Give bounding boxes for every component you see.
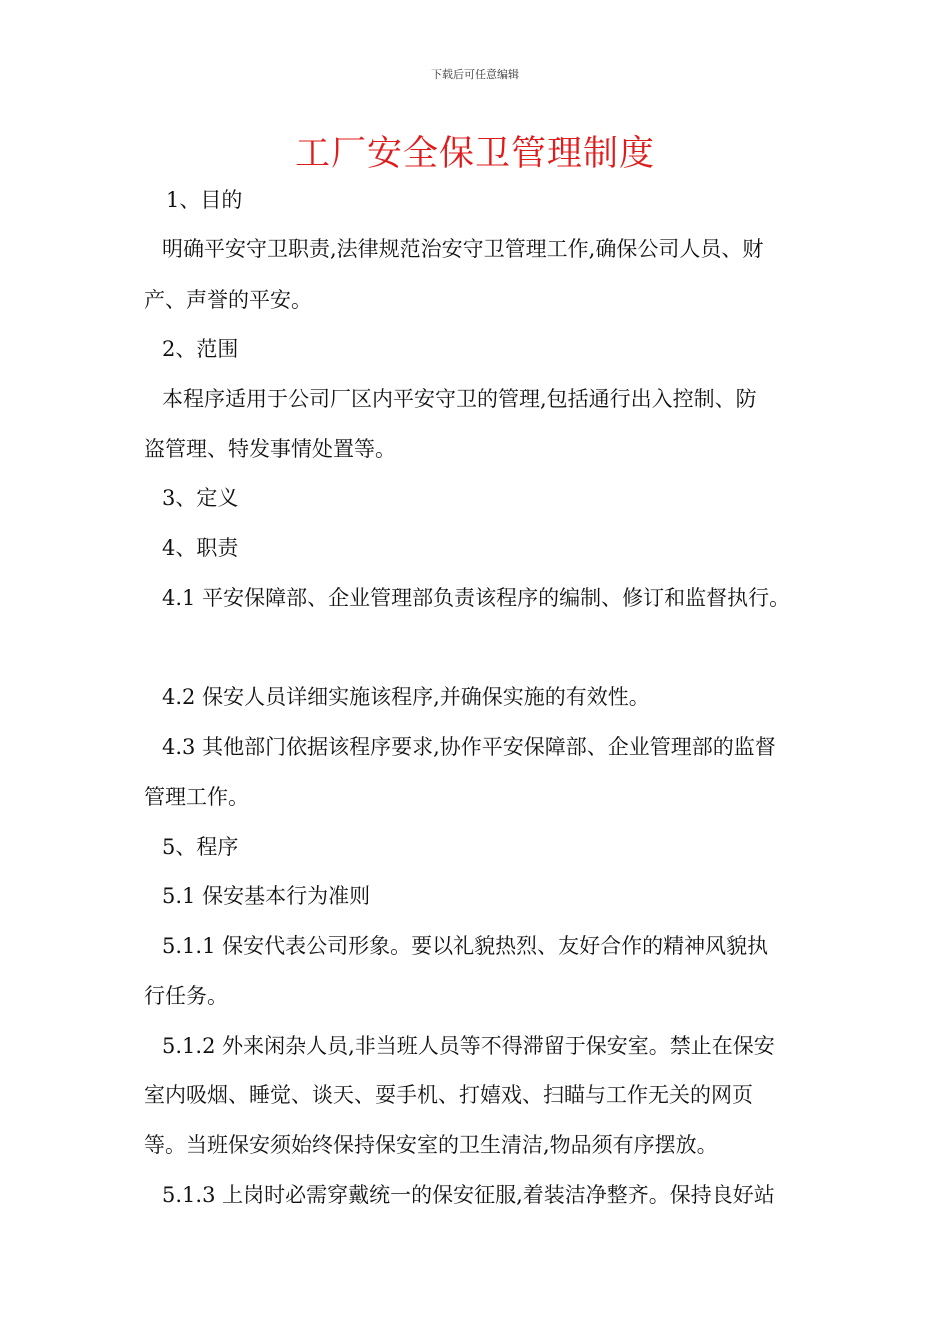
paragraph-line: 等。当班保安须始终保持保安室的卫生清洁,物品须有序摆放。 (144, 1133, 718, 1157)
paragraph-line: 本程序适用于公司厂区内平安守卫的管理,包括通行出入控制、防 (162, 387, 757, 411)
paragraph-line: 5.1.1 保安代表公司形象。要以礼貌热烈、友好合作的精神风貌执 (162, 934, 769, 958)
header-note: 下载后可任意编辑 (431, 68, 519, 81)
paragraph-line: 室内吸烟、睡觉、谈天、耍手机、打嬉戏、扫瞄与工作无关的网页 (144, 1083, 753, 1107)
section-heading-scope: 2、范围 (162, 337, 239, 361)
section-heading-duties: 4、职责 (162, 536, 239, 560)
paragraph-line: 行任务。 (144, 984, 228, 1008)
paragraph-line: 4.1 平安保障部、企业管理部负责该程序的编制、修订和监督执行。 (162, 586, 791, 610)
paragraph-line: 4.2 保安人员详细实施该程序,并确保实施的有效性。 (162, 685, 650, 709)
section-heading-procedure: 5、程序 (162, 835, 239, 859)
paragraph-line: 5.1.3 上岗时必需穿戴统一的保安征服,着装洁净整齐。保持良好站 (162, 1183, 775, 1207)
paragraph-line: 产、声誉的平安。 (144, 288, 312, 312)
document-title: 工厂安全保卫管理制度 (294, 134, 655, 174)
paragraph-line: 盗管理、特发事情处置等。 (144, 437, 396, 461)
paragraph-line: 5.1.2 外来闲杂人员,非当班人员等不得滞留于保安室。禁止在保安 (162, 1034, 775, 1058)
paragraph-line: 4.3 其他部门依据该程序要求,协作平安保障部、企业管理部的监督 (162, 735, 776, 759)
section-heading-definition: 3、定义 (162, 486, 239, 510)
section-heading-purpose: 1、目的 (166, 188, 243, 212)
paragraph-line: 明确平安守卫职责,法律规范治安守卫管理工作,确保公司人员、财 (162, 237, 764, 261)
paragraph-line: 管理工作。 (144, 785, 249, 809)
subsection-heading: 5.1 保安基本行为准则 (162, 884, 371, 908)
